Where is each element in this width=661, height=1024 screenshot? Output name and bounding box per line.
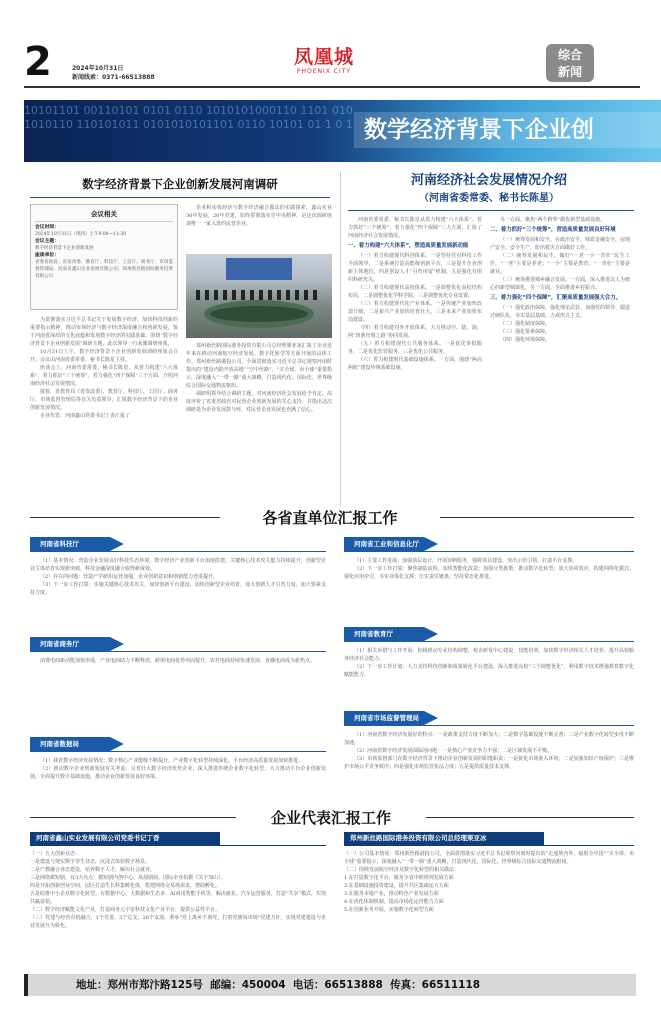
logo [284, 46, 364, 75]
enterprise-paragraph: 2.在基础设施投资建设，提升共区集疏运力方面 [344, 883, 449, 889]
meeting-time-label: 会议时间： [35, 225, 59, 230]
meeting-photo [186, 254, 332, 338]
article-paragraph: （三）强化要素保障。 [500, 329, 551, 335]
article-paragraph: 企业代表、河南鑫山党委书记丁香汇报了 [40, 413, 131, 419]
info-box-rule [35, 221, 173, 222]
reports-rule-right [440, 517, 634, 518]
banner [24, 100, 661, 162]
section-label-line1: 综合 [557, 48, 582, 62]
enterprise-left-text [30, 850, 326, 968]
unit-rule [30, 651, 326, 652]
article-paragraph: （二）着力构建现代高校体系。一是调整优化高校结构布局，二是调整优化学科学院，三是调整优化专业设置。 [348, 285, 482, 299]
unit-tag: 河南省工业和信息化厅 [344, 537, 424, 551]
article-subheading: 三、着力强化“四个保障”，汇聚高质量发展强大合力。 [490, 295, 622, 301]
unit-report-paragraph: （1）河南省数字经济发展好的特点：一是政策支持力度不断加大；二是数字基础设施不断完善；三是产业数字化转型步伐不断加速。 [344, 732, 634, 746]
photo-people [196, 290, 322, 300]
logo-english: PHOENIX CITY [296, 68, 352, 75]
enterprise-paragraph: 二是产教融合业态建设，培养数字人才，解决社会就业。 [30, 867, 156, 873]
issue-date: 2024年10月31日 [72, 65, 124, 72]
enterprise-paragraph: （一）五大创新业态： [30, 851, 81, 857]
article-paragraph: 接着，省教育局（省发改委），教育厅、科技厅、工信厅、商务厅、市场监督管理局等有关负责领导，汇报数字经济背景下的企业创新发展情况。 [30, 389, 178, 411]
unit-report-text [344, 647, 634, 719]
article-paragraph: 为贯彻落实习近平总书记关于发展数字经济，加快科技创新的重要指示精神，推动市场经济与数字经济深度融合和创新发展，鉴于河南省深厚的文化底蕴和发展数字经济的实践基础，围绕“数字经济背景下企业创新发展”调研主题，此次领导一行来豫调研座谈。 [30, 317, 178, 347]
meeting-info-heading: 会议相关 [91, 210, 117, 218]
article-paragraph: （二）统筹发展和民生。做好“一老一小一青壮”民生工作，“一老”主要是养老；“一小”主要是教育；“一青壮”主要是就业。 [490, 253, 630, 275]
unit-tag: 河南省商务厅 [30, 637, 110, 651]
article-paragraph: （一）强化政治保障。强化理论武装、加强党的领导、锻造过硬队伍，夯实基层基础，力戒形式主义。 [490, 305, 630, 319]
left-article-column-2 [186, 342, 332, 506]
enterprise-paragraph: 四是开拓创新创业空间，园区打造生长科集孵化体，搭建网络交易场需求，增助孵化。 [30, 883, 221, 889]
enterprise-paragraph: 5.在创新业务开展，实施数字化转型方面 [344, 907, 434, 913]
enterprise-paragraph: 3.在服务本地产业，推动特色产业发展方面 [344, 891, 439, 897]
article-paragraph: （二）强化制度保障。 [500, 321, 551, 327]
photo-screen [226, 258, 292, 280]
reports-section-title: 各省直单位汇报工作 [262, 509, 398, 527]
left-article-title: 数字经济背景下企业创新发展河南调研 [82, 177, 278, 191]
column-divider [340, 172, 341, 506]
unit-report-paragraph: （2）存在的问题：营造产学研用运营加强，企业创新意识和创新能力还需提升。 [40, 574, 219, 580]
unit-report-paragraph: （2）推动数字企业创新发展有关考虑：引育壮大数字经济优势企业，深入推进传统企业数字化转型，大力推动平台企业创新发展，全面提升数字基础设施，推动企业创新发展良好环境。 [30, 766, 326, 780]
article-paragraph: （三）统筹推进城乡融合发展。一方面，深入推进以人为核心的新型城镇化，另一方面，全面推进乡村振兴。 [490, 277, 630, 291]
enterprise-paragraph: （二）数字经济赋能文化产业，打造商务元宇宙科技文化产业平台，提供公益性平台。 [30, 907, 221, 913]
unit-report-paragraph: （1）基本情况：营造企业发展良好科技生态环境，数字经济产业创新平台加速搭建，关键核心技术攻关能力持续提升，创新型企业主体培育实现新突破，科技金融深度融合取得新成效。 [30, 558, 326, 572]
article-paragraph: （一）着力构建现代科创体系。一是坚持党对科技工作全面领导，二是系统打造高能级创新平台，三是提升企业创新主体地位，四是创设人才“引育用留”机制，五是强化有组织科研攻关。 [348, 253, 482, 283]
unit-report-paragraph: （1）我省数字经济发展情况：数字核心产业能级不断提升，产业数字化转型持续深化，平台经济高质量发展加快推进。 [40, 758, 304, 764]
enterprise-section-title: 企业代表汇报工作 [270, 809, 391, 827]
section-label-line2: 新闻 [557, 65, 582, 79]
enterprise-line-right [344, 845, 634, 846]
unit-report-paragraph: （1）主要工作进展：加强顶层设计，开展诊断服务，强将项目建设，突出示范引领，打造平台支撑。 [354, 558, 578, 564]
footer-bar [24, 974, 636, 996]
masthead-rule [24, 86, 640, 88]
right-article-subtitle: （河南省委常委、秘书长陈星） [419, 193, 559, 204]
enterprise-paragraph: 4.在优化体制机制，提高市场化运营能力方面 [344, 899, 444, 905]
enterprise-paragraph: 五是助推中小企业数字化转型，有数据中心、大数据和生态多、AI商用智能手机等，解决就业、汽车运营服务，打造“共享”模式，实现共赢富裕。 [30, 891, 326, 905]
banner-title: 数学经济背景下企业创 [364, 117, 594, 143]
article-paragraph: 郑州新丝路国际港务投资有限公司总经理栗亚冰汇报了企业近年来在推动河南航空经济发展、数字化转型等方面开展的具体工作。郑州新丝路港投公司，全面贯彻落实习近平总书记视察河南时提出的“建设内陆开放高地”“空中丝路”、“买全球、卖全球”重要指示，深度融入“一带一路”重大战略，打造现代化、国际化、世界级综合国际交通物流枢纽。 [186, 343, 332, 389]
right-title-rule [348, 210, 634, 211]
article-paragraph: 调研组领导结合调研主题，对河南经济社会发展给予肯定，高度评价了省委省政府对民营企业创新发展的关心支持，并指出这次调研是为企业发展鼓与呼，对民营企业发展也充满了信心。 [186, 391, 332, 413]
left-article-column-1 [30, 316, 178, 506]
unit-report-paragraph: （2）下一步工作计划：大力支持科技创新和成果转化平台建设，深入推进高校“三个调整优化”，利用数字技术增强教育数字化赋能能力。 [344, 664, 634, 678]
article-paragraph: （四）着力构建对外开放体系。大力推动空、陆、海、网“四条丝绸之路”协同发展。 [348, 325, 482, 339]
meeting-topic-label: 会议主题： [35, 239, 59, 244]
meeting-info-box [30, 204, 178, 310]
article-subheading: 二、着力抓好“三个统筹”，营造高质量发展良好环境 [490, 227, 616, 233]
article-paragraph: （三）着力构建现代化产业体系。一是传统产业加快改造升级，二是新兴产业加快培育壮大，三是未来产业加快布局建设。 [348, 301, 482, 323]
enterprise-paragraph: 三是网络微短剧，有3大亮点：微短剧内创中心、凤凰剧商、国际企业拍摄《关于加山》。 [30, 875, 226, 881]
unit-tag: 河南省数据局 [30, 737, 110, 751]
unit-report-paragraph: （2）河南省数字经济发展面临的问题：一是核心产业竞争力不强；二是区域发展不平衡。 [354, 748, 553, 754]
meeting-time-value: 2024年10月31日（周四）上午9:00—11:30 [35, 232, 126, 237]
enterprise-paragraph: （一）公司基本情况：郑州新丝路港投公司，全面贯彻落实习近平总书记视察河南时提出的“走通境内外，辐射全中国”“买全球、卖全球”重要指示，深度融入“一带一路”重大战略，打造现代化、国际化、世界级综合国际交通物流枢纽。 [344, 851, 634, 865]
unit-report-text [30, 557, 326, 621]
enterprise-paragraph: （二）围绕发展航空经济及数字化转型的相关做法： [344, 867, 460, 873]
right-article-column-2 [490, 216, 630, 506]
footer-text: 地址：郑州市郑汴路125号 邮编：450004 电话：66513888 传真：66511118 [76, 979, 481, 991]
unit-tag: 河南省教育厅 [344, 627, 424, 641]
enterprise-rule-left [30, 817, 236, 818]
article-paragraph: （四）强化环境保障。 [500, 337, 551, 343]
enterprise-tag-left: 河南省鑫山实业发展有限公司党委书记丁香 [30, 832, 220, 845]
enterprise-tag-right: 郑州新丝路国际港务投资有限公司总经理栗亚冰 [344, 832, 544, 845]
article-paragraph: （一）统筹发展和安全。在政治安全、财政金融安全、房地产安全、安全生产、防汛救灾方面做好工作。 [490, 237, 630, 251]
unit-report-text [30, 657, 326, 709]
logo-text: 凤凰城 [293, 46, 354, 68]
reports-rule-left [30, 517, 220, 518]
enterprise-line-left [30, 845, 326, 846]
left-title-rule [30, 197, 330, 198]
unit-rule [30, 751, 326, 752]
enterprise-paragraph: 1.在打造数字化平台、服务全省中欧班列发展方面 [344, 875, 454, 881]
section-label [546, 44, 594, 82]
article-paragraph: （五）着力构建现代公共服务体系。一是优化审批服务，二是优化监管服务，三是优化公共服务。 [348, 341, 482, 355]
unit-report-paragraph: （3）市场监督部门在数字经济背景下推动企业创新发展的职能职责：一是优化市场准入环境；二是加强知识产权保护；三是维护市场公平竞争秩序；四是强化市场监管执法力度；五是提供质量技术支撑。 [344, 756, 634, 770]
unit-report-paragraph: （3）下一步工作打算：实施关键核心技术攻关，加快创新平台建设，加快创新型企业培育，加大创新人才引育力度，加大要素支持力度。 [30, 582, 326, 596]
enterprise-rule-right [426, 817, 634, 818]
right-article-column-1 [348, 216, 482, 506]
article-paragraph: 河南省委常委、秘书长陈星从着力构建“六大体系”、着力抓好“三个统筹”，着力强化“四个保障”三大方面，汇报了河南经济社会发展情况。 [348, 217, 482, 239]
photo-table [204, 300, 314, 328]
meeting-attendees-label: 座谈单位： [35, 253, 59, 258]
unit-rule [344, 641, 634, 642]
page-number: 2 [24, 39, 52, 85]
meeting-topic-value: 数字经济背景下企业创新发展 [35, 246, 94, 251]
unit-rule [30, 551, 326, 552]
meeting-attendees-value: 省委省政府、省发改委、教育厅、科技厅、工信厅、商务厅、市场监督管理局、河南省鑫山实业发展有限公司、郑州新丝路国际港务投资有限公司 [35, 260, 173, 279]
unit-report-paragraph: （1）相关举措与工作开展：积极推动专业结构调整，校企研发中心建设，技能培训，加快数字经济相关人才培养，提升高校服务经济社会能力。 [344, 648, 634, 662]
unit-tag: 河南省科技厅 [30, 537, 110, 551]
enterprise-paragraph: （三）党建与经营有机融合，1个党委、3个总支、26个支部，秉承“党上离乡不离党，打着党旗闯市场”党建方针，实现党建建设与企业发展互为转化。 [30, 915, 326, 929]
news-hotline: 新闻线索：0371-66513888 [72, 74, 155, 81]
unit-tag: 河南省市场监督管理局 [344, 711, 424, 725]
article-paragraph: 另一方面，聚焦“两个跨界”做优新型基础设施。 [500, 217, 606, 223]
unit-rule [344, 551, 634, 552]
article-paragraph: 座谈会上，河南省委常委、秘书长陈星，从着力构建“六大体系”，着力抓好“三个统筹”，着力强化“四个保障”三个方面，介绍河南经济社会发展情况。 [30, 365, 178, 387]
enterprise-paragraph: 一是建设与现实数字孪生业态，沉浸式体验数字场景。 [30, 859, 151, 865]
unit-report-paragraph: （2）下一步工作打算：聚焦制造流程，加快智能化改造；加强分类施策，推动数字化转型；放大协同效应，构建网络化模式；强化应用牵引，夯实业体化支撑；压实责任链条，坚持常态化推进。 [344, 566, 634, 580]
article-paragraph: 10月31日上午，数字经济背景下企业创新发展调研座谈会召开。会议由河南省委常委、秘书长陈星主持。 [30, 349, 178, 363]
right-article-title: 河南经济社会发展情况介绍 [410, 173, 567, 188]
unit-rule [344, 725, 634, 726]
left-article-col2-top: 企业积实体经济与数字经济融合做法的实践探索。鑫山实业30年发展，20年党建，始终贯彻落实党中央精神，是这次调研座谈唯一一家入选的民营企业。 [186, 205, 332, 227]
article-paragraph: （六）着力构建现代基础设施体系。一方面，围绕“两高两航”建设传统基础设施， [348, 357, 482, 371]
article-subheading: 一、着力构建“六大体系”，塑造高质量发展新动能 [348, 243, 469, 249]
unit-report-paragraph: 消费电商新动能加快形成，产业电商助力不断释放，跨境电商优势巩固提升，农村电商持续快速发展，直播电商成为新热点。 [40, 658, 316, 664]
enterprise-right-text [344, 850, 634, 968]
banner-binary: 10101101 00110101 0101 0110 1010101000110 1101 0101010110 110101011 0101010101101 0110 10101 01 1 0 1 [24, 104, 353, 131]
